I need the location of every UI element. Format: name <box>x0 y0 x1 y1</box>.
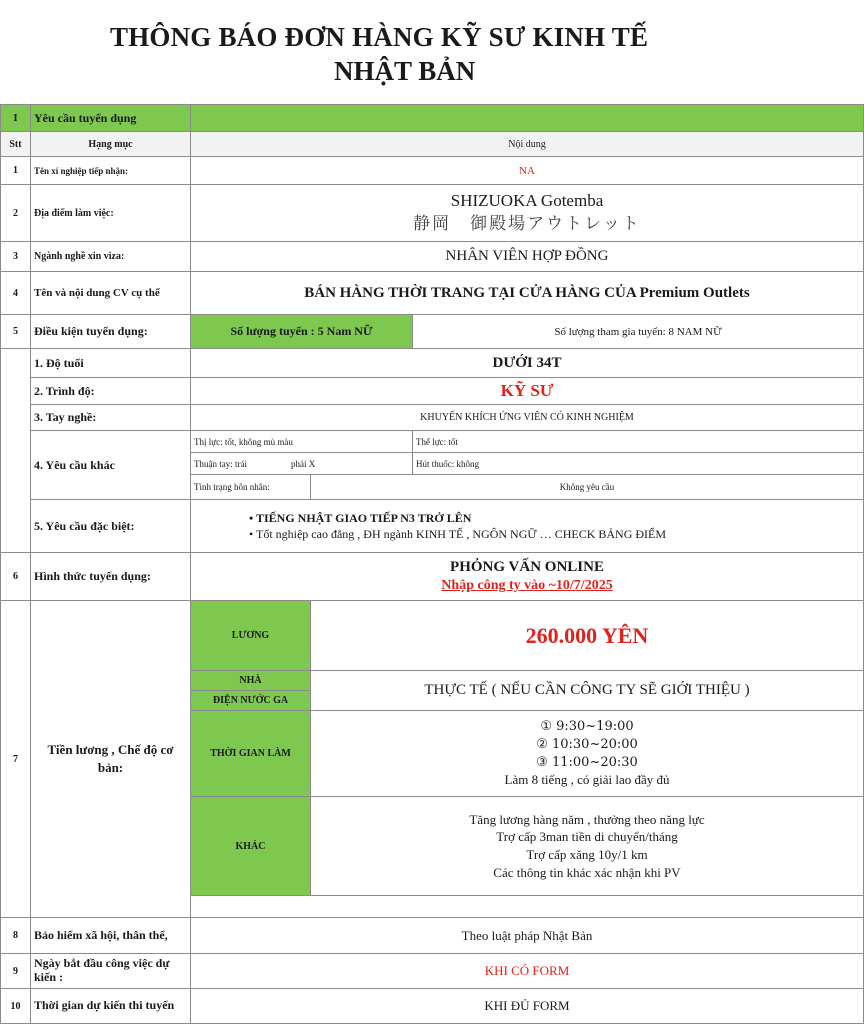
document-title <box>0 0 864 104</box>
row-4-number: 4 <box>0 272 31 315</box>
working-hours-value <box>311 711 864 797</box>
row-4-label: Tên và nội dung CV cụ thể <box>31 272 191 315</box>
title-line-2: NHẬT BẢN <box>334 56 476 86</box>
smoking-requirement: Hút thuốc: không <box>413 453 864 475</box>
benefit-4: Các thông tin khác xác nhận khi PV <box>493 864 681 880</box>
recruitment-method-value <box>191 553 864 601</box>
col-header-content: Nội dung <box>191 132 864 157</box>
work-location-value <box>191 185 864 242</box>
row-5-number: 5 <box>0 315 31 349</box>
physical-requirement: Thể lực: tốt <box>413 431 864 453</box>
start-date-value: KHI CÓ FORM <box>191 954 864 989</box>
special-requirements-label: 5. Yêu cầu đặc biệt: <box>31 500 191 553</box>
recruit-quota: Số lượng tuyển : 5 Nam NỮ <box>191 315 413 349</box>
company-name-value: NA <box>191 157 864 185</box>
row-9-label: Ngày bắt đầu công việc dự kiến : <box>31 954 191 989</box>
salary-block-spacer <box>191 896 864 918</box>
section-title: Yêu cầu tuyển dụng <box>31 104 191 132</box>
row-1-label: Tên xí nghiệp tiếp nhận: <box>31 157 191 185</box>
marital-status-label: Tình trạng hôn nhân: <box>191 475 311 500</box>
requirements-table <box>0 104 864 1024</box>
title-line-1: THÔNG BÁO ĐƠN HÀNG KỸ SƯ KINH TẾ <box>110 22 649 52</box>
salary-label: LƯƠNG <box>191 601 311 671</box>
row-1-number: 1 <box>0 157 31 185</box>
shift-1: ① 9:30~19:00 <box>540 719 634 735</box>
row-8-number: 8 <box>0 918 31 954</box>
marital-status-value: Không yêu cầu <box>311 475 864 500</box>
row-6-label: Hình thức tuyển dụng: <box>31 553 191 601</box>
row-7-number: 7 <box>0 601 31 918</box>
shift-note: Làm 8 tiếng , có giải lao đầy đủ <box>504 772 670 788</box>
benefit-3: Trợ cấp xăng 10y/1 km <box>526 847 648 862</box>
handedness-requirement <box>191 453 413 475</box>
company-entry-date: Nhập công ty vào ~10/7/2025 <box>441 578 613 594</box>
work-location-line-1: SHIZUOKA Gotemba <box>450 191 604 211</box>
working-hours-label: THỜI GIAN LÀM <box>191 711 311 797</box>
job-description-value: BÁN HÀNG THỜI TRANG TẠI CỬA HÀNG CỦA Premium Outlets <box>191 272 864 315</box>
handedness-right: phải X <box>290 458 316 469</box>
special-requirements-value <box>191 500 864 553</box>
housing-value: THỰC TẾ ( NẾU CẦN CÔNG TY SẼ GIỚI THIỆU ) <box>311 671 864 711</box>
requirements-stt-blank <box>0 349 31 553</box>
row-9-number: 9 <box>0 954 31 989</box>
row-2-number: 2 <box>0 185 31 242</box>
row-2-label: Địa điểm làm việc: <box>31 185 191 242</box>
col-header-stt: Stt <box>0 132 31 157</box>
handedness-left: Thuận tay: trái <box>194 458 247 469</box>
special-requirement-2: • Tốt nghiệp cao đẳng , ĐH ngành KINH TẾ , NGÔN NGỮ … CHECK BẢNG ĐIỂM <box>249 527 667 541</box>
other-requirements-label: 4. Yêu cầu khác <box>31 431 191 500</box>
row-3-number: 3 <box>0 242 31 272</box>
row-6-number: 6 <box>0 553 31 601</box>
other-benefits-label: KHÁC <box>191 797 311 896</box>
exam-date-value: KHI ĐỦ FORM <box>191 989 864 1024</box>
row-10-label: Thời gian dự kiến thi tuyển <box>31 989 191 1024</box>
housing-label: NHÀ <box>191 671 311 691</box>
shift-2: ② 10:30~20:00 <box>536 736 638 752</box>
education-label: 2. Trình độ: <box>31 378 191 405</box>
row-5-label: Điều kiện tuyển dụng: <box>31 315 191 349</box>
skill-value: KHUYẾN KHÍCH ỨNG VIÊN CÓ KINH NGHIỆM <box>191 405 864 431</box>
age-label: 1. Độ tuổi <box>31 349 191 378</box>
insurance-value: Theo luật pháp Nhật Bản <box>191 918 864 954</box>
eyesight-requirement: Thị lực: tốt, không mù màu <box>191 431 413 453</box>
row-8-label: Bảo hiểm xã hội, thân thể, <box>31 918 191 954</box>
row-10-number: 10 <box>0 989 31 1024</box>
section-header-fill <box>191 104 864 132</box>
interview-format: PHỎNG VẤN ONLINE <box>450 558 604 575</box>
skill-label: 3. Tay nghề: <box>31 405 191 431</box>
special-requirement-1: • TIẾNG NHẬT GIAO TIẾP N3 TRỞ LÊN <box>249 510 472 525</box>
education-value: KỸ SƯ <box>191 378 864 405</box>
benefit-1: Tăng lương hàng năm , thưởng theo năng lực <box>469 811 705 827</box>
age-value: DƯỚI 34T <box>191 349 864 378</box>
benefit-2: Trợ cấp 3man tiền di chuyển/tháng <box>496 829 678 845</box>
row-3-label: Ngành nghề xin viza: <box>31 242 191 272</box>
work-location-line-2: 静岡 御殿場アウトレット <box>413 214 641 234</box>
participant-quota: Số lượng tham gia tuyển: 8 NAM NỮ <box>413 315 864 349</box>
row-7-label: Tiền lương , Chế độ cơ bản: <box>31 601 191 918</box>
other-benefits-value <box>311 797 864 896</box>
salary-value: 260.000 YÊN <box>311 601 864 671</box>
visa-occupation-value: NHÂN VIÊN HỢP ĐỒNG <box>191 242 864 272</box>
utilities-label: ĐIỆN NƯỚC GA <box>191 691 311 711</box>
shift-3: ③ 11:00~20:30 <box>536 754 638 770</box>
col-header-category: Hạng mục <box>31 132 191 157</box>
section-number: I <box>0 104 31 132</box>
